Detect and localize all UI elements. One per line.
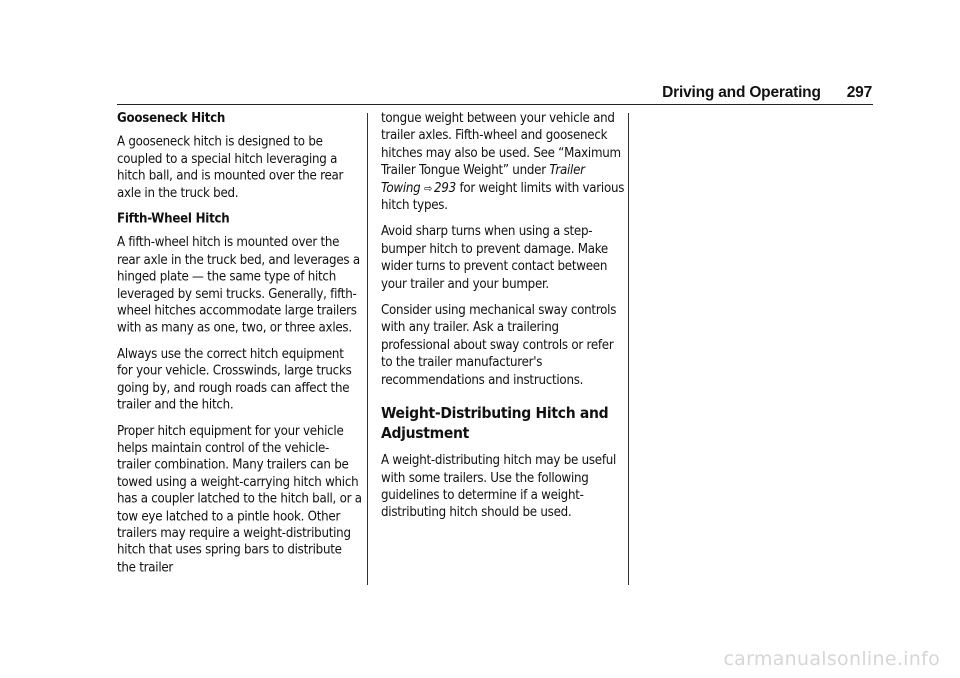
equipment-paragraph: Always use the correct hitch equipment for your vehicle. Crosswinds, large trucks going by, and rough roads can affect the trailer and the hitch. — [117, 346, 352, 413]
column-divider-right — [628, 113, 629, 585]
sharp-turns-paragraph: Avoid sharp turns when using a step-bumper hitch to prevent damage. Make wider turns to prevent contact between your trailer and your bumper. — [381, 224, 608, 292]
fifth-wheel-heading: Fifth-Wheel Hitch — [117, 211, 230, 227]
page-number: 297 — [846, 84, 872, 101]
proper-equipment-paragraph: Proper hitch equipment for your vehicle helps maintain control of the vehicle-trailer combination. Many trailers can be towed using a weight-carrying hitch which has a coupler latched to the hitch ball, or a tow eye latched to a pintle hook. Other trailers may require a weight-distributing hitch that uses spring bars to distribute the trailer — [117, 423, 362, 575]
watermark: carmanualsonline.info — [723, 648, 940, 670]
header-rule — [117, 104, 873, 105]
fifth-wheel-paragraph: A fifth-wheel hitch is mounted over the rear axle in the truck bed, and leverages a hinged plate — the same type of hitch leveraged by semi trucks. Generally, fifth-wheel hitches accommodate large trailers with as many as one, two, or three axles. — [117, 235, 360, 336]
page-reference-arrow-icon: ⇨ — [423, 181, 433, 195]
tongue-weight-text: tongue weight between your vehicle and trailer axles. Fifth-wheel and gooseneck hitches may also be used. See “Maximum Trailer Tongue Weight” under — [381, 111, 621, 179]
gooseneck-heading: Gooseneck Hitch — [117, 110, 226, 126]
trailer-towing-link[interactable]: Trailer Towing — [381, 163, 585, 196]
weight-limits-text: for weight limits with various hitch types. — [381, 180, 625, 214]
sway-controls-paragraph: Consider using mechanical sway controls with any trailer. Ask a trailering professional about sway controls or refer to the trailer manufacturer's recommendations and instructions. — [381, 303, 617, 388]
middle-column — [381, 110, 626, 531]
section-title: Driving and Operating — [662, 84, 821, 101]
weight-distributing-paragraph: A weight-distributing hitch may be useful with some trailers. Use the following guidelines to determine if a weight-distributing hitch should be used. — [381, 453, 617, 521]
column-divider-left — [367, 113, 368, 585]
weight-distributing-heading: Weight-Distributing Hitch and Adjustment — [381, 404, 609, 443]
page-reference-link[interactable]: 293 — [434, 180, 456, 196]
left-column — [117, 110, 362, 585]
gooseneck-paragraph: A gooseneck hitch is designed to be coupled to a special hitch leveraging a hitch ball, and is mounted over the rear axle in the truck bed. — [117, 134, 344, 201]
tongue-weight-paragraph — [381, 110, 626, 214]
page-header — [662, 84, 872, 102]
